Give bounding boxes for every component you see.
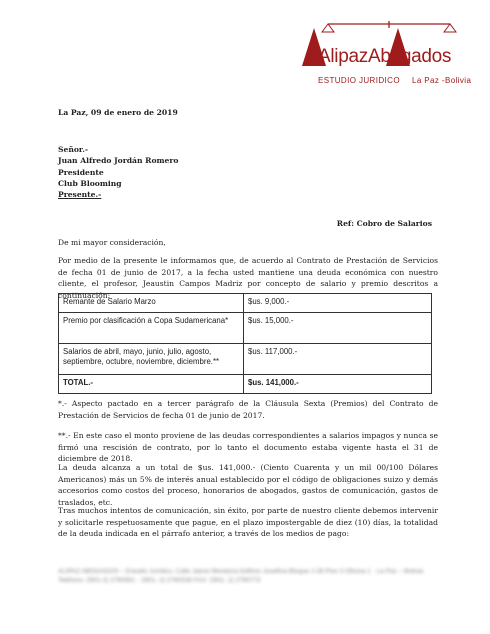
table-cell-description: Premio por clasificación a Copa Sudamericana* [59,313,244,344]
firm-logo [300,18,480,85]
table-total-row [59,375,432,394]
letter-reference: Ref: Cobro de Salarios [336,219,432,228]
table-row [59,294,432,313]
letter-date: La Paz, 09 de enero de 2019 [58,108,178,117]
table-cell-amount: $us. 15,000.- [244,313,432,344]
firm-name: AlipazAbogados [318,46,452,67]
debt-table [58,293,432,394]
paragraph-request: Tras muchos intentos de comunicación, sin éxito, por parte de nuestro cliente debemos intervenir y solicitarle respetuosamente que pague, en el plazo impostergable de diez (10) días, la totalidad de la deuda indicada en el párrafo anterior, a través de los medios de pago: [58,506,438,538]
blurred-footer: ALIPAZ ABOGADOS – Estudio Jurídico, Calle Jaime Mendoza Edificio Josefina Bloque J-28 Piso 3 Oficina 1 · La Paz – Bolivia Teléfono: 2901-2| 2790561 · 2901- 2| 2790536 FAX: 2901- 2| 2790773 [58,568,424,584]
recipient-name: Juan Alfredo Jordán Romero [58,156,179,166]
footnote-premio: *.- Aspecto pactado en a tercer parágrafo de la Cláusula Sexta (Premios) del Contrato de Prestación de Servicios de fecha 01 de junio de 2017. [58,399,438,420]
letter-greeting: De mi mayor consideración, [58,238,166,247]
table-cell-description: Salarios de abril, mayo, junio, julio, agosto, septiembre, octubre, noviembre, diciembre.** [59,344,244,375]
firm-subtitle [318,76,471,85]
table-cell-amount: $us. 9,000.- [244,294,432,313]
table-row [59,344,432,375]
table-row [59,313,432,344]
recipient-salutation: Señor.- [58,145,88,154]
firm-type: ESTUDIO JURIDICO [318,76,400,85]
table-total-amount: $us. 141,000.- [244,375,432,394]
firm-city: La Paz -Bolivia [411,76,472,85]
paragraph-total-debt: La deuda alcanza a un total de $us. 141,000.- (Ciento Cuarenta y un mil 00/100 Dólares Americanos) más un 5% de interés anual establecido por el código de obligaciones suizo y demás accesorios como costos del proceso, honorarios de abogados, gastos de comunicación, gastos de traslados, etc. [58,463,438,507]
paragraph-intro: Por medio de la presente le informamos que, de acuerdo al Contrato de Prestación de Servicios de fecha 01 de junio de 2017, a la fecha usted mantiene una deuda económica con nuestro cliente, el profesor, Jeaustin Campos Madriz por concepto de salario y premio descritos a continuación: [58,256,438,300]
recipient-title: Presidente [58,167,104,177]
recipient-present: Presente.- [58,190,102,200]
table-total-label: TOTAL.- [59,375,244,394]
table-cell-description: Remante de Salario Marzo [59,294,244,313]
footnote-salarios: **.- En este caso el monto proviene de las deudas correspondientes a salarios impagos y nunca se firmó una rescisión de contrato, por lo tanto el documento estaba vigente hasta el 31 de diciembre de 2018. [58,431,438,463]
table-cell-amount: $us. 117,000.- [244,344,432,375]
recipient-block [58,144,438,200]
recipient-organization: Club Blooming [58,178,122,188]
